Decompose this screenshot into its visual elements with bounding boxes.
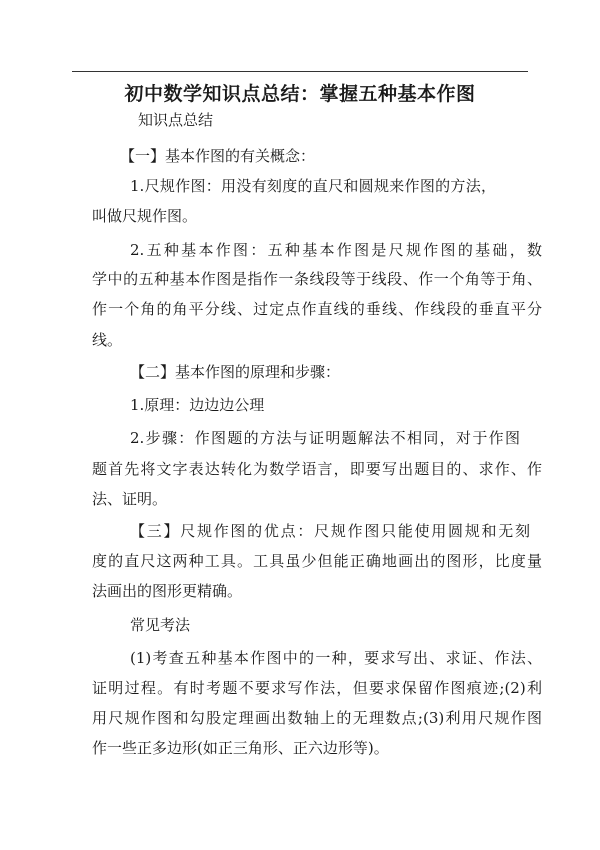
part1-item2-line3: 作一个角的角平分线、过定点作直线的垂线、作线段的垂直平分 xyxy=(92,300,542,318)
part2-item1: 1.原理：边边边公理 xyxy=(130,396,265,414)
section-heading: 知识点总结 xyxy=(138,111,214,129)
part1-heading: 【一】基本作图的有关概念： xyxy=(120,147,316,165)
part3-line3: 法画出的图形更精确。 xyxy=(92,582,243,600)
part2-heading: 【二】基本作图的原理和步骤： xyxy=(130,363,341,381)
exam-text-line4: 作一些正多边形(如正三角形、正六边形等)。 xyxy=(92,739,389,757)
part1-item2-line4: 线。 xyxy=(92,331,123,349)
part3-line2: 度的直尺这两种工具。工具虽少但能正确地画出的图形，比度量 xyxy=(92,552,542,570)
exam-text-line3: 用尺规作图和勾股定理画出数轴上的无理数点;(3)利用尺规作图 xyxy=(92,709,542,727)
exam-text-line1: (1)考查五种基本作图中的一种，要求写出、求证、作法、 xyxy=(130,649,542,667)
exam-text-line2: 证明过程。有时考题不要求写作法，但要求保留作图痕迹;(2)利 xyxy=(92,679,542,697)
part3-line1: 【三】尺规作图的优点：尺规作图只能使用圆规和无刻 xyxy=(130,522,530,540)
header-rule xyxy=(72,71,528,72)
part1-item1-line1: 1.尺规作图：用没有刻度的直尺和圆规来作图的方法， xyxy=(130,177,496,195)
page-title: 初中数学知识点总结：掌握五种基本作图 xyxy=(124,83,476,105)
part2-item2-line2: 题首先将文字表达转化为数学语言，即要写出题目的、求作、作 xyxy=(92,460,542,478)
part1-item2-line1: 2.五种基本作图：五种基本作图是尺规作图的基础，数 xyxy=(130,241,542,259)
part2-item2-line1: 2.步骤：作图题的方法与证明题解法不相同，对于作图 xyxy=(130,429,520,447)
part1-item1-line2: 叫做尺规作图。 xyxy=(92,207,198,225)
exam-heading: 常见考法 xyxy=(130,616,191,634)
part2-item2-line3: 法、证明。 xyxy=(92,490,168,508)
part1-item2-line2: 学中的五种基本作图是指作一条线段等于线段、作一个角等于角、 xyxy=(92,270,542,288)
